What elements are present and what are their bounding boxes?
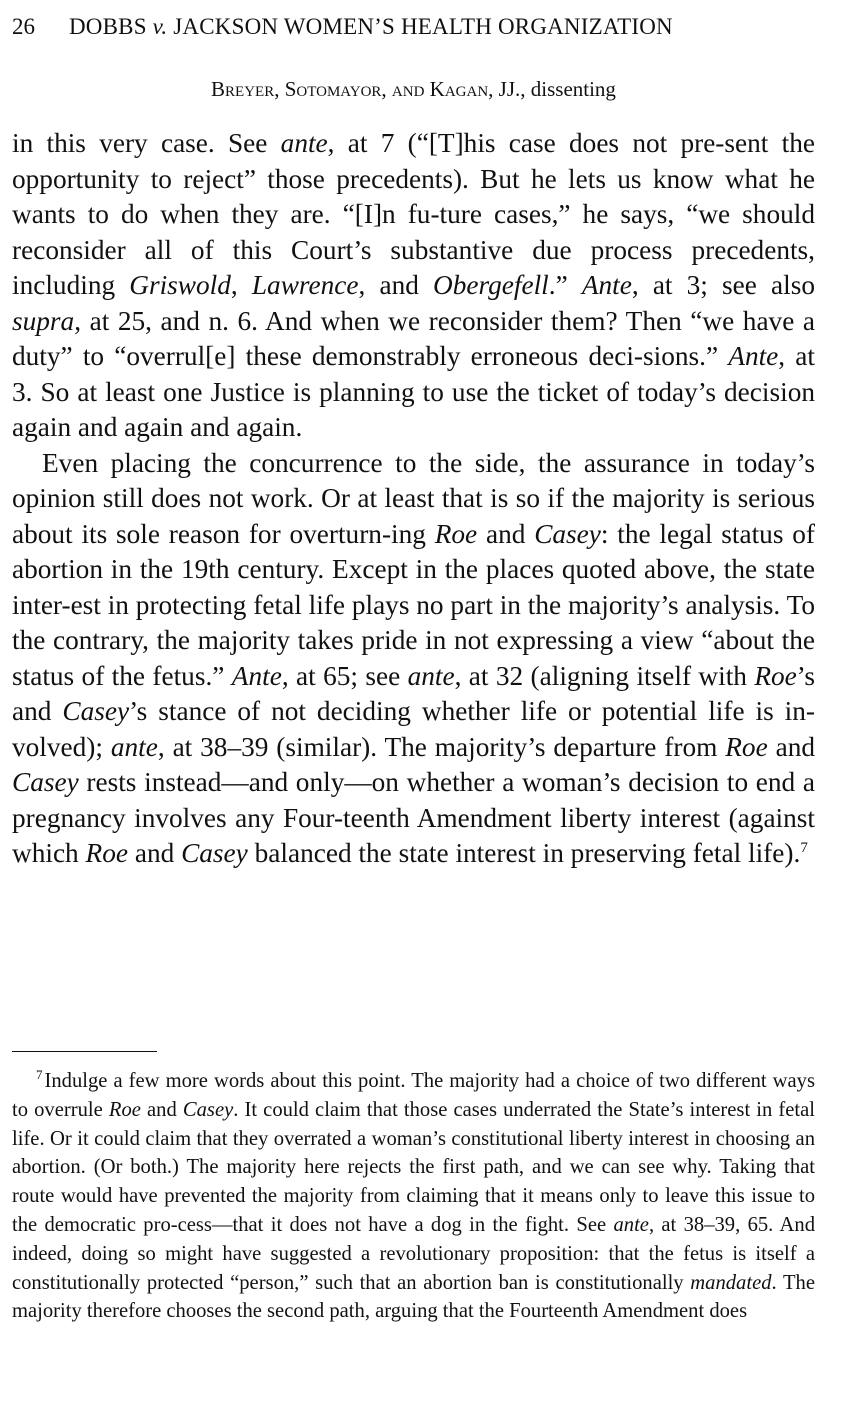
case-name-italic: Casey	[182, 1098, 234, 1121]
case-title-part: JACKSON WOMEN’S HEALTH ORGANIZATION	[167, 14, 673, 39]
paragraph-1	[12, 126, 815, 446]
running-head	[12, 12, 815, 42]
text-run: ,	[230, 270, 252, 300]
citation-italic: Ante	[581, 270, 632, 300]
text-run: Even placing the concurrence to the side, the assurance in today’s opinion still does not work. Or at least that is so if the majority is serious about its sole reason for overturn-ing	[12, 447, 815, 549]
case-name-italic: Griswold	[129, 270, 231, 300]
citation-italic: ante	[110, 731, 158, 762]
text-run: . The majority therefore chooses the second path, arguing that the Fourteenth Amendment does	[12, 1271, 815, 1323]
text-run: , at 38–39, 65. And indeed, doing so might have suggested a revolutionary proposition: that the fetus is itself a constitutionally protected “person,” such that an abortion ban is constitutionally	[12, 1213, 815, 1294]
case-name-italic: Casey	[62, 696, 130, 726]
opinion-label	[12, 75, 815, 103]
citation-italic: supra	[12, 305, 75, 336]
footnote-separator	[12, 1051, 157, 1052]
text-run: . It could claim that those cases underrated the State’s interest in fetal life. Or it could claim that they overrated a woman’s constitutional liberty interest in choosing an abortion. (Or both.) The majority here rejects the first path, and we can see why. Taking that route would have prevented the majority from claiming that it means only to leave this issue to the democratic pro-cess—that it does not have a dog in the fight. See	[12, 1098, 816, 1236]
text-run: and	[140, 1098, 183, 1121]
case-name-italic: Casey	[534, 518, 601, 549]
citation-italic: Ante	[728, 341, 779, 371]
case-name-italic: Lawrence	[251, 270, 359, 300]
text-run: , at 38–39 (similar). The majority’s departure from	[157, 731, 726, 762]
text-run: ’s stance of not deciding whether life or potential life is in-volved);	[12, 696, 815, 762]
case-name-italic: Roe	[85, 838, 128, 868]
opinion-justices: Breyer, Sotomayor, and Kagan, JJ.	[211, 77, 521, 101]
footnote-reference[interactable]: 7	[800, 839, 808, 856]
text-run: , at 7 (“[T]his case does not pre-sent the opportunity to reject” those precedents). But he lets us know what he wants to do when they are. “[I]n fu-ture cases,” he says, “we should reconsider all of this Court’s substantive due process precedents, including	[12, 128, 815, 300]
case-title	[69, 12, 673, 42]
case-name-italic: Casey	[12, 767, 79, 797]
text-run: and	[128, 838, 182, 868]
text-run: balanced the state interest in preserving fetal life).	[247, 838, 801, 868]
citation-italic: ante	[613, 1213, 649, 1236]
page-number: 26	[12, 14, 35, 39]
footnote-number: 7	[36, 1067, 43, 1083]
text-run: : the legal status of abortion in the 19th century. Except in the places quoted above, the state inter-est in protecting fetal life plays no part in the majority’s analysis. To the contrary, the majority takes pride in not expressing a view “about the status of the fetus.”	[12, 518, 815, 691]
citation-italic: ante	[280, 128, 328, 158]
case-title-part: DOBBS	[69, 14, 153, 39]
opinion-type: , dissenting	[520, 77, 616, 101]
case-name-italic: Obergefell	[433, 270, 549, 300]
text-run: .”	[548, 270, 582, 300]
text-run: rests instead—and only—on whether a woman’s decision to end a pregnancy involves any Four-teenth Amendment liberty interest (against which	[12, 767, 815, 868]
text-run: in this very case. See	[12, 128, 281, 158]
citation-italic: Ante	[231, 660, 282, 691]
text-run: and	[477, 518, 535, 549]
text-run: , at 65; see	[281, 660, 408, 691]
text-run: , at 3; see also	[631, 270, 815, 300]
case-name-italic: Casey	[181, 838, 248, 868]
paragraph-2	[12, 446, 815, 872]
footnotes	[12, 1067, 815, 1326]
case-name-italic: Roe	[725, 731, 768, 762]
footnote-7	[12, 1067, 815, 1326]
text-run: ’s and	[12, 660, 815, 726]
citation-italic: ante	[407, 660, 455, 691]
text-run: , at 32 (aligning itself with	[454, 660, 755, 691]
case-title-versus: v.	[152, 14, 168, 39]
case-name-italic: Roe	[434, 518, 478, 549]
case-name-italic: Roe	[754, 660, 797, 691]
emphasis-italic: mandated	[690, 1271, 772, 1294]
text-run: and	[767, 731, 815, 762]
text-run: , and	[358, 270, 434, 300]
opinion-body	[12, 126, 815, 872]
text-run: Indulge a few more words about this point. The majority had a choice of two different ways to overrule	[12, 1070, 815, 1121]
text-run: , at 3. So at least one Justice is planning to use the ticket of today’s decision again and again and again.	[12, 341, 815, 442]
text-run: , at 25, and n. 6. And when we reconsider them? Then “we have a duty” to “overrul[e] these demonstrably erroneous deci-sions.”	[12, 305, 815, 371]
case-name-italic: Roe	[108, 1098, 141, 1121]
